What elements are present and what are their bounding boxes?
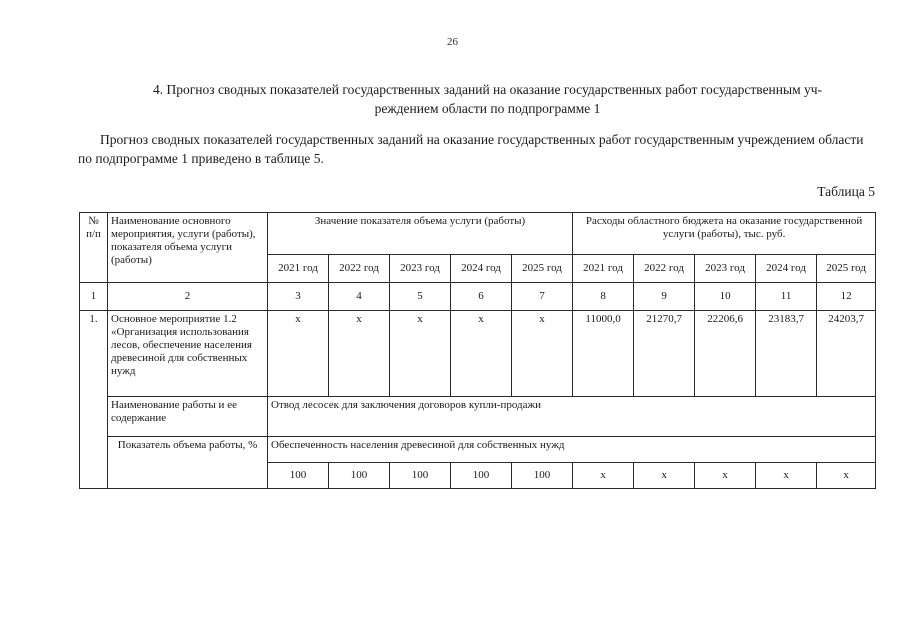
indicator-value: х bbox=[756, 463, 817, 489]
header-year: 2021 год bbox=[268, 255, 329, 283]
header-year: 2021 год bbox=[573, 255, 634, 283]
header-year: 2022 год bbox=[329, 255, 390, 283]
cell-value: 21270,7 bbox=[634, 311, 695, 397]
indicator-value: х bbox=[573, 463, 634, 489]
section-heading-line-2: реждением области по подпрограмме 1 bbox=[374, 101, 601, 116]
header-year: 2023 год bbox=[695, 255, 756, 283]
page-number: 26 bbox=[447, 36, 458, 48]
column-number: 4 bbox=[329, 283, 390, 311]
indicator-title: Обеспеченность населения древесиной для собственных нужд bbox=[268, 437, 876, 463]
column-number: 12 bbox=[817, 283, 876, 311]
header-year: 2025 год bbox=[512, 255, 573, 283]
cell-value: 11000,0 bbox=[573, 311, 634, 397]
indicator-value: 100 bbox=[268, 463, 329, 489]
header-num-text: № п/п bbox=[86, 215, 101, 240]
cell-value: 23183,7 bbox=[756, 311, 817, 397]
column-number: 5 bbox=[390, 283, 451, 311]
indicator-value: 100 bbox=[329, 463, 390, 489]
indicator-label: Показатель объема работы, % bbox=[108, 437, 268, 489]
table-caption: Таблица 5 bbox=[817, 184, 875, 199]
header-year: 2024 год bbox=[756, 255, 817, 283]
indicator-value: 100 bbox=[451, 463, 512, 489]
header-value-group: Значение показателя объема услуги (работы) bbox=[268, 213, 573, 255]
cell-value: х bbox=[268, 311, 329, 397]
table-row bbox=[80, 311, 876, 397]
column-number: 6 bbox=[451, 283, 512, 311]
cell-value: 24203,7 bbox=[817, 311, 876, 397]
column-number: 1 bbox=[80, 283, 108, 311]
indicator-value: х bbox=[817, 463, 876, 489]
header-name bbox=[108, 213, 268, 283]
column-number: 10 bbox=[695, 283, 756, 311]
header-year: 2022 год bbox=[634, 255, 695, 283]
indicator-value: х bbox=[634, 463, 695, 489]
header-year: 2025 год bbox=[817, 255, 876, 283]
intro-paragraph: Прогноз сводных показателей государственных заданий на оказание государственных работ государственным учреждением области по подпрограмме 1 приведено в таблице 5. bbox=[78, 132, 864, 166]
column-number: 7 bbox=[512, 283, 573, 311]
indicator-value: 100 bbox=[390, 463, 451, 489]
activity-name: Основное мероприятие 1.2 «Организация использования лесов, обеспечение населения древесиной для собственных нужд bbox=[108, 311, 268, 397]
column-number: 2 bbox=[108, 283, 268, 311]
indicator-value: 100 bbox=[512, 463, 573, 489]
work-value: Отвод лесосек для заключения договоров купли-продажи bbox=[268, 397, 876, 437]
cell-value: 22206,6 bbox=[695, 311, 756, 397]
work-label: Наименование работы и ее содержание bbox=[108, 397, 268, 437]
row-num: 1. bbox=[80, 311, 108, 489]
indicator-value: х bbox=[695, 463, 756, 489]
column-number: 3 bbox=[268, 283, 329, 311]
column-number: 11 bbox=[756, 283, 817, 311]
cell-value: х bbox=[329, 311, 390, 397]
forecast-table bbox=[79, 212, 876, 489]
section-heading bbox=[100, 80, 875, 118]
section-heading-line-1: 4. Прогноз сводных показателей государственных заданий на оказание государственных работ государственным уч- bbox=[152, 82, 823, 97]
header-year: 2024 год bbox=[451, 255, 512, 283]
header-num bbox=[80, 213, 108, 283]
cell-value: х bbox=[390, 311, 451, 397]
cell-value: х bbox=[512, 311, 573, 397]
header-expense-group: Расходы областного бюджета на оказание государственной услуги (работы), тыс. руб. bbox=[573, 213, 876, 255]
cell-value: х bbox=[451, 311, 512, 397]
header-year: 2023 год bbox=[390, 255, 451, 283]
column-number: 8 bbox=[573, 283, 634, 311]
column-number: 9 bbox=[634, 283, 695, 311]
header-name-text: Наименование основного мероприятия, услуги (работы), показателя объема услуги (работы) bbox=[111, 215, 256, 266]
